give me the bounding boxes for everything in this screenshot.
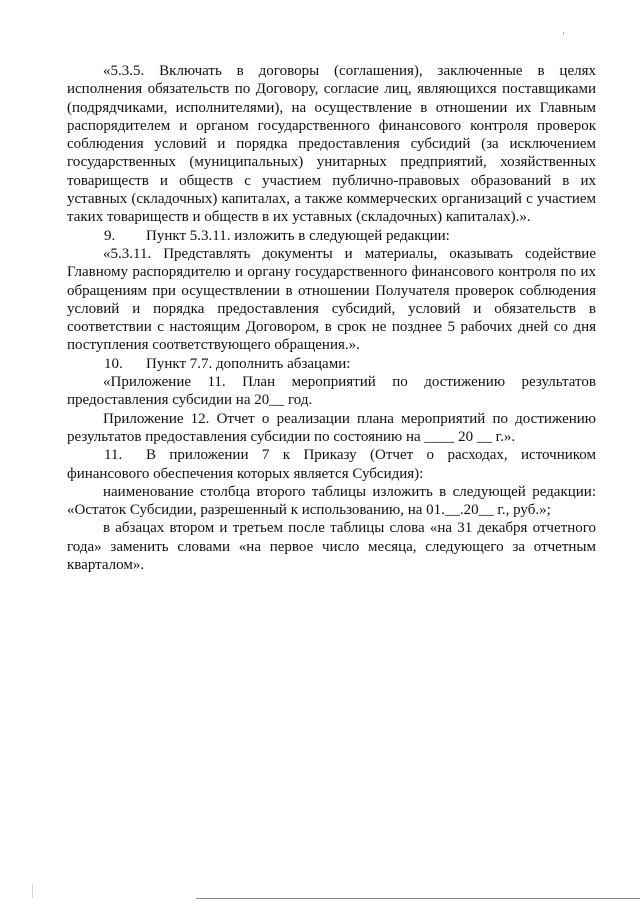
- item-number: 9.: [104, 227, 116, 244]
- item-number: 11.: [104, 447, 123, 464]
- paragraph-column-name: наименование столбца второго таблицы изложить в следующей редакции: «Остаток Субсидии, разрешенный к использованию, на 01.__.20__ г., руб.»;: [67, 483, 596, 519]
- item-10: [67, 355, 596, 373]
- paragraph-appendix-12: Приложение 12. Отчет о реализации плана мероприятий по достижению результатов предоставления субсидии по состоянию на ____ 20 __ г.».: [67, 410, 596, 445]
- paragraph-appendix-11: «Приложение 11. План мероприятий по достижению результатов предоставления субсидии на 20__ год.: [67, 374, 596, 409]
- scan-mark: [563, 32, 564, 35]
- document-body: [67, 62, 596, 574]
- item-text: В приложении 7 к Приказу (Отчет о расходах, источником финансового обеспечения которых является Субсидия):: [67, 447, 596, 482]
- item-11: [67, 446, 596, 483]
- item-9: [67, 227, 596, 245]
- paragraph-5-3-5: «5.3.5. Включать в договоры (соглашения), заключенные в целях исполнения обязательств по Договору, согласие лиц, являющихся поставщиками (подрядчиками, исполнителями), на осуществление в отношении их Главным распорядителем и органом государственного финансового контроля проверок соблюдения условий и порядка предоставления субсидий (за исключением государственных (муниципальных) унитарных предприятий, хозяйственных товариществ и обществ с участием публично-правовых образований в их уставных (складочных) капиталах, а также коммерческих организаций с участием таких товариществ и обществ в их уставных (складочных) капиталах).».: [67, 63, 596, 226]
- paragraph-5-3-11: «5.3.11. Представлять документы и материалы, оказывать содействие Главному распорядителю и органу государственного финансового контроля по их обращениям при осуществлении в отношении Получателя проверок соблюдения условий и порядка предоставления субсидий, условий и обязательств в соответствии с настоящим Договором, в срок не позднее 5 рабочих дней со дня поступления соответствующего обращения.».: [67, 245, 596, 354]
- scan-edge-mark: [32, 884, 33, 898]
- item-number: 10.: [104, 355, 123, 372]
- item-text: Пункт 7.7. дополнить абзацами:: [146, 355, 351, 372]
- scan-bottom-rule: [196, 898, 640, 899]
- item-text: Пункт 5.3.11. изложить в следующей редакции:: [146, 227, 450, 244]
- paragraph-replace-words: в абзацах втором и третьем после таблицы слова «на 31 декабря отчетного года» заменить словами «на первое число месяца, следующего за отчетным кварталом».: [67, 520, 596, 574]
